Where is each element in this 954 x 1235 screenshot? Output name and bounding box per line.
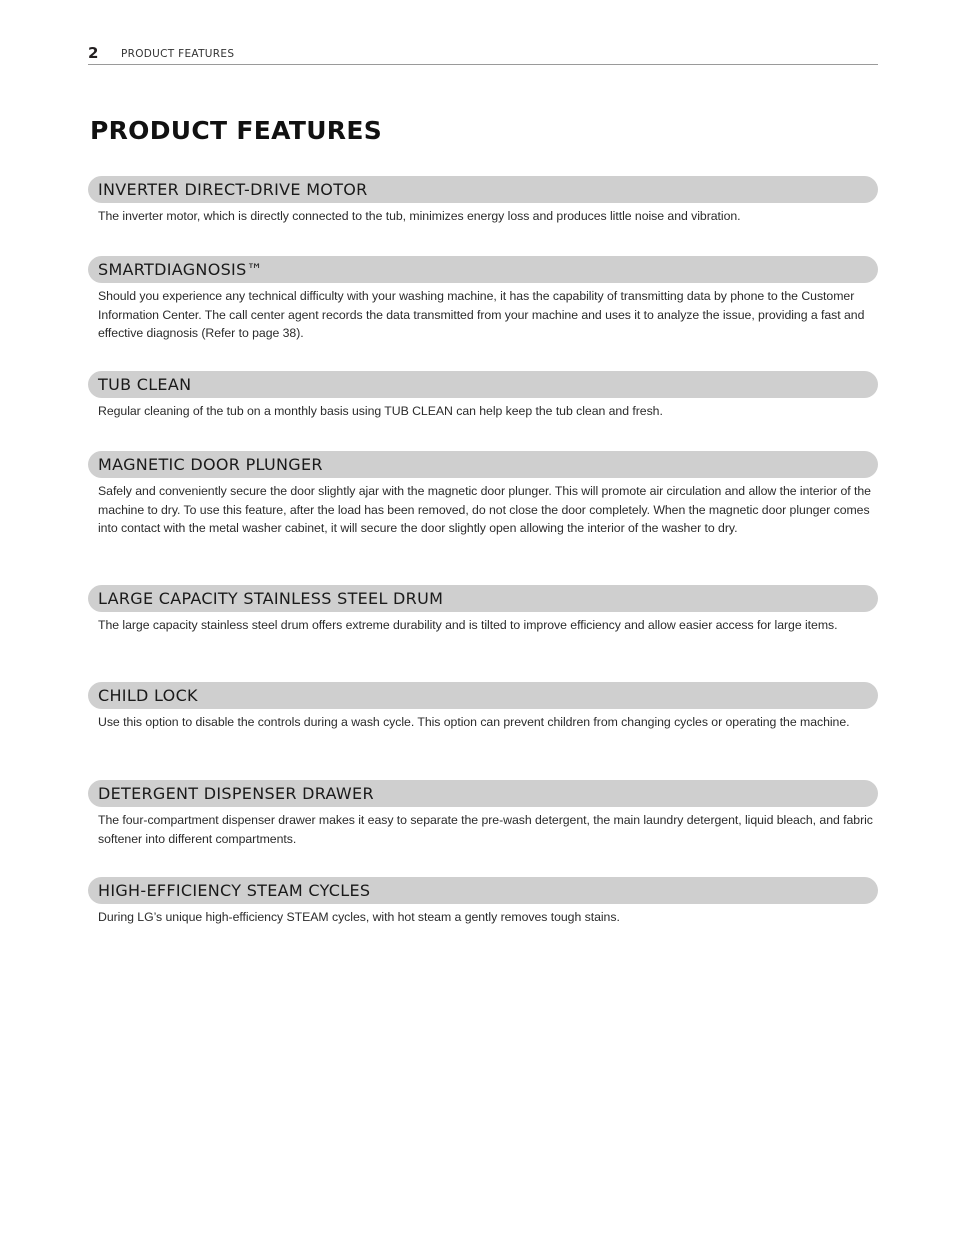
- section-heading: CHILD LOCK: [88, 682, 878, 709]
- running-header-title: PRODUCT FEATURES: [121, 48, 235, 60]
- section-body: During LG’s unique high-efficiency STEAM cycles, with hot steam a gently removes tough stains.: [98, 910, 620, 924]
- section-body: Regular cleaning of the tub on a monthly basis using TUB CLEAN can help keep the tub clean and fresh.: [98, 404, 663, 418]
- section-heading: DETERGENT DISPENSER DRAWER: [88, 780, 878, 807]
- running-header: [88, 44, 878, 65]
- section-heading: INVERTER DIRECT-DRIVE MOTOR: [88, 176, 878, 203]
- section-body: Safely and conveniently secure the door slightly ajar with the magnetic door plunger. This will promote air circulation and allow the interior of the machine to dry. To use this feature, after the load has been removed, do not close the door completely. When the magnetic door plunger comes into contact with the metal washer cabinet, it will secure the door slightly open allowing the interior of the washer to dry.: [98, 484, 871, 535]
- section-body: Use this option to disable the controls during a wash cycle. This option can prevent children from changing cycles or operating the machine.: [98, 715, 850, 729]
- section-heading: MAGNETIC DOOR PLUNGER: [88, 451, 878, 478]
- section-stainless-drum: [88, 585, 878, 635]
- section-detergent-drawer: [88, 780, 878, 848]
- page-number: 2: [88, 44, 99, 62]
- page-title: PRODUCT FEATURES: [90, 116, 383, 145]
- section-heading: LARGE CAPACITY STAINLESS STEEL DRUM: [88, 585, 878, 612]
- section-child-lock: [88, 682, 878, 732]
- section-body: The large capacity stainless steel drum offers extreme durability and is tilted to improve efficiency and allow easier access for large items.: [98, 618, 838, 632]
- section-inverter-motor: [88, 176, 878, 226]
- section-tub-clean: [88, 371, 878, 421]
- section-magnetic-door-plunger: [88, 451, 878, 538]
- section-steam-cycles: [88, 877, 878, 927]
- section-body: The inverter motor, which is directly connected to the tub, minimizes energy loss and produces little noise and vibration.: [98, 209, 741, 223]
- section-heading: TUB CLEAN: [88, 371, 878, 398]
- section-body: The four-compartment dispenser drawer makes it easy to separate the pre-wash detergent, the main laundry detergent, liquid bleach, and fabric softener into different compartments.: [98, 813, 873, 846]
- section-heading: SMARTDIAGNOSIS™: [88, 256, 878, 283]
- section-smartdiagnosis: [88, 256, 878, 343]
- section-body: Should you experience any technical difficulty with your washing machine, it has the capability of transmitting data by phone to the Customer Information Center. The call center agent records the data transmitted from your machine and uses it to analyze the issue, providing a fast and effective diagnosis (Refer to page 38).: [98, 289, 865, 340]
- section-heading: HIGH-EFFICIENCY STEAM CYCLES: [88, 877, 878, 904]
